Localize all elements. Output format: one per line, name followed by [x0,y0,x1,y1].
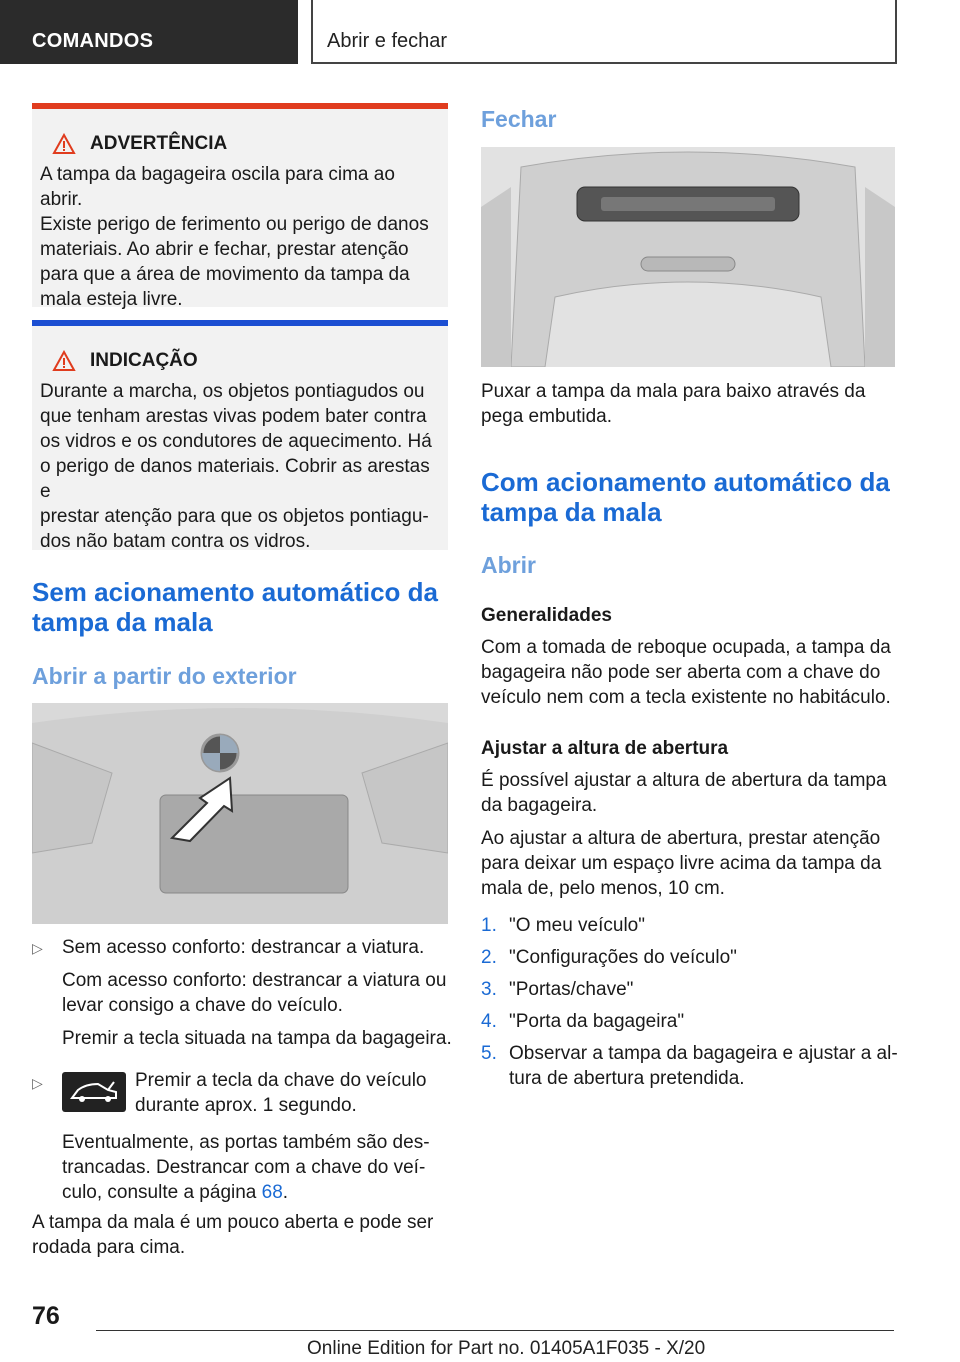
notice-line: dos não batam contra os vidros. [40,531,311,552]
trunk-interior-image [481,147,895,367]
warning-line: Existe perigo de ferimento ou perigo de danos [40,214,429,235]
close-paragraph: Puxar a tampa da mala para baixo através da pega embutida. [481,381,866,427]
warning-line: A tampa da bagageira oscila para cima ao abrir. [40,164,395,210]
notice-line: que tenham arestas vivas podem bater contra [40,406,427,427]
warning-title: ADVERTÊNCIA [90,133,228,154]
section-title: COMANDOS [32,30,154,52]
notice-title: INDICAÇÃO [90,350,198,371]
notice-line: Durante a marcha, os objetos pontiagudos ou [40,381,425,402]
notice-box [32,320,448,550]
warning-line: mala esteja livre. [40,289,183,310]
page-number: 76 [32,1302,60,1330]
bullet-item-continuation: Eventualmente, as portas também são des- trancadas. Destrancar com a chave do veí- culo, consulte a página 68. [62,1132,430,1203]
warning-triangle-icon [52,133,76,155]
warning-box [32,103,448,310]
adjust-paragraph: É possível ajustar a altura de abertura da tampa da bagageira. Ao ajustar a altura de abertura, prestar atenção para deixar um espaço livre acima da tampa da mala de, pelo menos, 10 cm. [481,770,887,899]
chapter-title: Abrir e fechar [327,30,448,52]
section-heading: Com acionamento automático da tampa da mala [481,467,890,527]
list-item: 5. Observar a tampa da bagageira e ajustar a al- [481,1043,898,1064]
close-heading: Fechar [481,106,557,132]
bullet-marker: ▷ [32,1075,43,1091]
chapter-header [311,0,897,64]
notice-line: os vidros e os condutores de aquecimento. Há [40,431,432,452]
closing-paragraph: A tampa da mala é um pouco aberta e pode ser rodada para cima. [32,1212,434,1258]
car-trunk-key-icon [62,1072,126,1112]
list-item: 2. "Configurações do veículo" [481,947,737,968]
warning-line: materiais. Ao abrir e fechar, prestar atenção [40,239,409,260]
warning-triangle-icon [52,350,76,372]
notice-line: prestar atenção para que os objetos pontiagu- [40,506,429,527]
general-title: Generalidades [481,605,612,626]
list-item: 4. "Porta da bagageira" [481,1011,685,1032]
bullet-item: Premir a tecla da chave do veículo durante aprox. 1 segundo. [135,1070,427,1116]
subsection-heading: Abrir [481,552,536,578]
steps-list [481,913,901,1091]
bullet-item: Sem acesso conforto: destrancar a viatura. Com acesso conforto: destrancar a viatura ou levar consigo a chave do veículo. Premir a tecla situada na tampa da bagageira. [62,937,452,1049]
footer-divider [96,1330,894,1331]
footer-edition: Online Edition for Part no. 01405A1F035 - X/20 [307,1338,706,1359]
list-item-continuation: tura de abertura pretendida. [509,1068,745,1089]
general-paragraph: Com a tomada de reboque ocupada, a tampa da bagageira não pode ser aberta com a chave do veículo nem com a tecla existente no habitáculo. [481,637,891,708]
subsection-heading: Abrir a partir do exterior [32,663,297,689]
bullet-marker: ▷ [32,940,43,956]
trunk-exterior-image [32,703,448,924]
page-reference-link[interactable]: 68 [261,1182,283,1203]
section-tab [0,0,298,64]
notice-line: o perigo de danos materiais. Cobrir as arestas e [40,456,430,502]
list-item: 1. "O meu veículo" [481,915,645,936]
adjust-title: Ajustar a altura de abertura [481,738,729,759]
warning-line: para que a área de movimento da tampa da [40,264,410,285]
list-item: 3. "Portas/chave" [481,979,634,1000]
section-heading: Sem acionamento automático da tampa da mala [32,577,438,637]
